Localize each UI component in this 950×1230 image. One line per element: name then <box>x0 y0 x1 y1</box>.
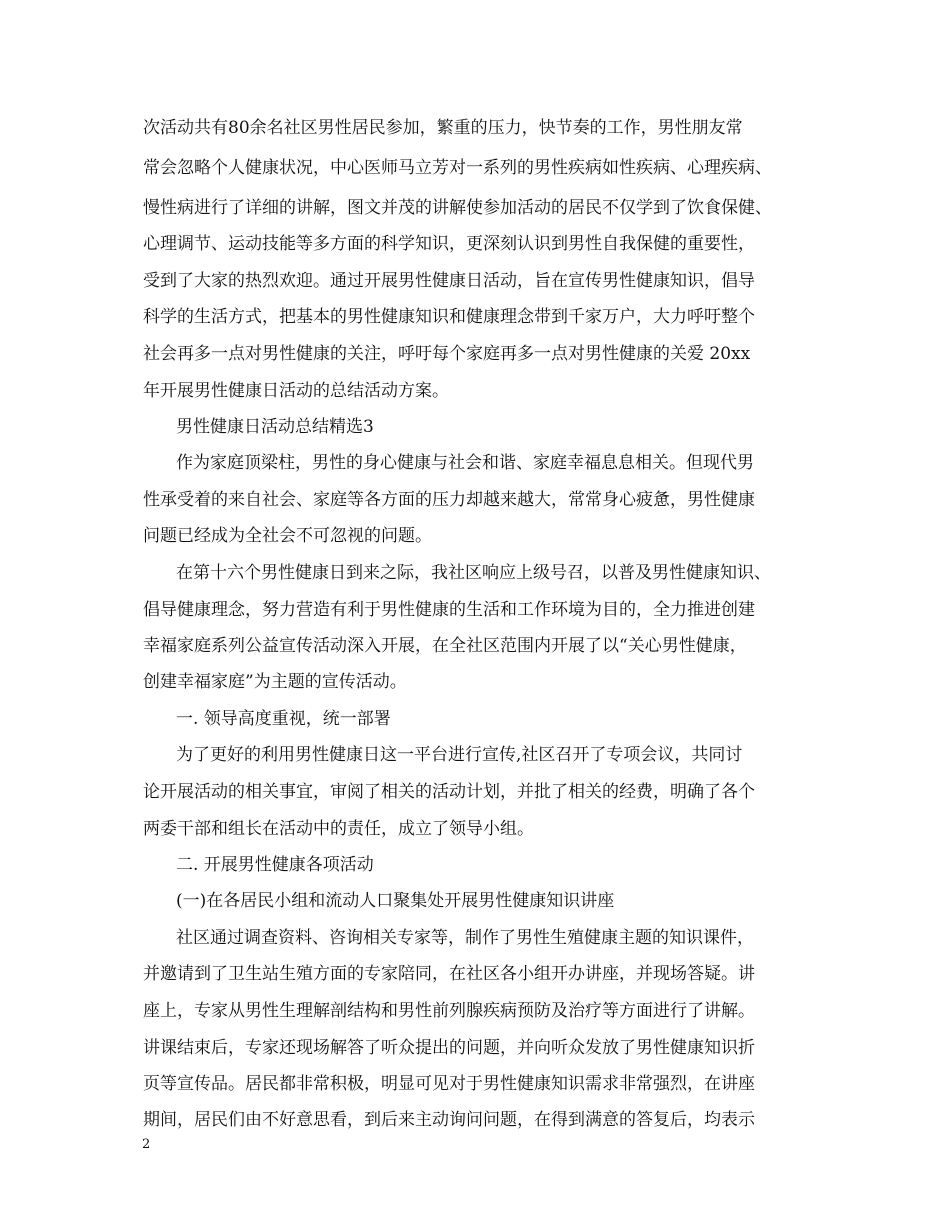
text-line: 在第十六个男性健康日到来之际，我社区响应上级号召，以普及男性健康知识、 <box>176 563 771 583</box>
text-line: 座上，专家从男性生理解剖结构和男性前列腺疾病预防及治疗等方面进行了讲解。 <box>143 1001 755 1021</box>
text-line: 性承受着的来自社会、家庭等各方面的压力却越来越大，常常身心疲惫，男性健康 <box>143 490 755 510</box>
page-number: 2 <box>142 1137 151 1152</box>
text-line: 慢性病进行了详细的讲解，图文并茂的讲解使参加活动的居民不仅学到了饮食保健、 <box>143 198 772 218</box>
text-line: 年开展男性健康日活动的总结活动方案。 <box>143 381 449 401</box>
text-line: 社区通过调查资料、咨询相关专家等，制作了男性生殖健康主题的知识课件， <box>176 928 754 948</box>
text-line: 幸福家庭系列公益宣传活动深入开展，在全社区范围内开展了以“关心男性健康， <box>143 636 747 656</box>
text-line: 社会再多一点对男性健康的关注，呼吁每个家庭再多一点对男性健康的关爱 20xx <box>143 344 751 364</box>
section-heading: 二. 开展男性健康各项活动 <box>176 855 374 875</box>
text-line: 两委干部和组长在活动中的责任，成立了领导小组。 <box>143 819 534 839</box>
text-line: 倡导健康理念，努力营造有利于男性健康的生活和工作环境为目的，全力推进创建 <box>143 600 755 620</box>
text-line: 期间，居民们由不好意思看，到后来主动询问问题，在得到满意的答复后，均表示 <box>143 1110 755 1130</box>
text-line: 常会忽略个人健康状况，中心医师马立芳对一系列的男性疾病如性疾病、心理疾病、 <box>143 158 772 178</box>
text-line: 创建幸福家庭”为主题的宣传活动。 <box>143 672 407 692</box>
text-line: 科学的生活方式，把基本的男性健康知识和健康理念带到千家万户，大力呼吁整个 <box>143 307 755 327</box>
text-line: 次活动共有80余名社区男性居民参加，繁重的压力，快节奏的工作，男性朋友常 <box>143 118 743 138</box>
text-line: 为了更好的利用男性健康日这一平台进行宣传,社区召开了专项会议，共同讨 <box>176 745 743 765</box>
text-line: 页等宣传品。居民都非常积极，明显可见对于男性健康知识需求非常强烈，在讲座 <box>143 1074 755 1094</box>
section-heading: 男性健康日活动总结精选3 <box>176 417 374 437</box>
text-line: 心理调节、运动技能等多方面的科学知识，更深刻认识到男性自我保健的重要性， <box>143 234 755 254</box>
section-heading: 一. 领导高度重视，统一部署 <box>176 709 391 729</box>
text-line: 讲课结束后，专家还现场解答了听众提出的问题，并向听众发放了男性健康知识折 <box>143 1038 755 1058</box>
text-line: 受到了大家的热烈欢迎。通过开展男性健康日活动，旨在宣传男性健康知识，倡导 <box>143 271 755 291</box>
subsection-heading: (一)在各居民小组和流动人口聚集处开展男性健康知识讲座 <box>176 891 615 911</box>
text-line: 论开展活动的相关事宜，审阅了相关的活动计划，并批了相关的经费，明确了各个 <box>143 782 755 802</box>
text-line: 作为家庭顶梁柱，男性的身心健康与社会和谐、家庭幸福息息相关。但现代男 <box>176 453 754 473</box>
text-line: 问题已经成为全社会不可忽视的问题。 <box>143 526 432 546</box>
text-line: 并邀请到了卫生站生殖方面的专家陪同，在社区各小组开办讲座，并现场答疑。讲 <box>143 964 755 984</box>
